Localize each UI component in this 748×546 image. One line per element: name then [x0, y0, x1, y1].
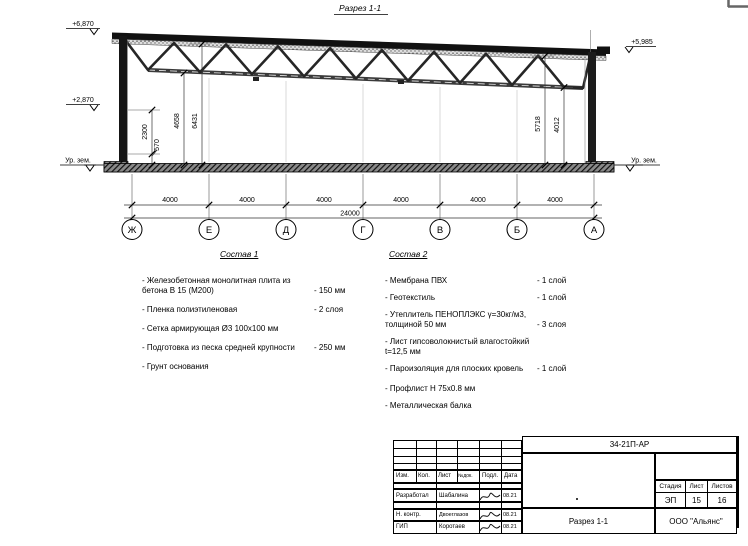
composition-2-title: Состав 2 — [389, 249, 428, 259]
title-block — [393, 436, 739, 546]
signature-scribble — [478, 522, 502, 534]
axis-bubble — [584, 220, 604, 240]
svg-text:Г: Г — [360, 225, 366, 236]
empty-signature-row — [393, 502, 522, 509]
stray-dot — [576, 498, 578, 500]
roof-end-cap — [597, 47, 610, 55]
span-dim-label: 4000 — [316, 197, 332, 204]
svg-text:+2,870: +2,870 — [72, 97, 94, 104]
composition-item — [142, 324, 352, 334]
svg-text:Е: Е — [205, 225, 213, 236]
wall-right — [588, 52, 596, 165]
gusset-mark — [253, 77, 259, 81]
vertical-dim-label: 4012 — [554, 117, 561, 133]
elevation-mark-left-ground — [60, 158, 96, 172]
col-ndok: №док. — [458, 473, 473, 479]
span-dim-label: 4000 — [547, 197, 563, 204]
vertical-dim-label: 570 — [154, 139, 161, 151]
svg-text:Ур. зем.: Ур. зем. — [631, 157, 657, 165]
item-label: - Профлист Н 75х0.8 мм — [385, 383, 476, 393]
gusset-mark — [398, 80, 404, 84]
row-name: Шабалина — [439, 493, 468, 499]
span-dim-label: 4000 — [393, 197, 409, 204]
sheet-value: 15 — [692, 495, 701, 505]
svg-text:Ур. зем.: Ур. зем. — [65, 157, 91, 165]
company-cell — [655, 508, 737, 534]
total-dim-label: 24000 — [340, 210, 360, 218]
revision-grid — [393, 440, 522, 470]
svg-text:А: А — [590, 225, 598, 236]
company-name: ООО "Альянс" — [669, 516, 723, 526]
item-value: - 250 мм — [314, 342, 346, 352]
floor-slab — [84, 162, 643, 173]
item-label: - Подготовка из песка средней крупности — [142, 342, 295, 352]
section-drawing — [0, 0, 748, 250]
vertical-dim-label: 2300 — [142, 124, 149, 140]
svg-text:+5,985: +5,985 — [631, 39, 653, 46]
item-label: - Металлическая балка — [385, 400, 472, 410]
item-value: - 1 слой — [537, 363, 567, 373]
composition-item — [142, 362, 352, 372]
item-label: - Железобетонная монолитная плита из бетона В 15 (М200) — [142, 275, 291, 295]
item-label: - Грунт основания — [142, 361, 209, 371]
vertical-dim-label: 6431 — [192, 113, 199, 129]
layer-composition-1 — [142, 249, 352, 381]
sheet-value-cell — [685, 492, 708, 508]
elevation-mark-left-top — [66, 21, 100, 35]
svg-text:Д: Д — [282, 225, 290, 236]
vertical-dim-label: 5718 — [535, 116, 542, 132]
axis-extension-lines — [132, 174, 594, 219]
axis-bubble — [122, 220, 142, 240]
grid-lines-interior — [209, 78, 517, 162]
col-podl: Подл. — [482, 473, 499, 479]
sheets-value-cell — [707, 492, 737, 508]
sheet-label: Лист — [689, 483, 704, 490]
svg-text:Ж: Ж — [127, 225, 137, 236]
row-name: Двоеглазов — [439, 512, 469, 518]
item-label: - Утеплитель ПЕНОПЛЭКС γ=30кг/м3, толщиной 50 мм — [385, 309, 527, 329]
item-label: - Пароизоляция для плоских кровель — [385, 363, 524, 373]
middle-empty-cell — [522, 453, 655, 508]
item-label: - Мембрана ПВХ — [385, 275, 448, 285]
sheets-value: 16 — [717, 495, 727, 505]
axis-bubble — [276, 220, 296, 240]
signature-row-developer — [393, 489, 522, 502]
axis-bubble — [507, 220, 527, 240]
layer-composition-2 — [385, 249, 575, 418]
elevation-mark-right-ground — [626, 158, 660, 172]
composition-item — [142, 305, 352, 315]
composition-item — [385, 401, 575, 411]
view-title-text: Разрез 1-1 — [338, 3, 382, 13]
col-izm: Изм. — [396, 473, 409, 479]
revision-header-row — [393, 470, 522, 483]
drawing-title: Разрез 1-1 — [568, 516, 609, 526]
composition-item — [385, 310, 575, 330]
drawing-title-cell — [522, 508, 655, 534]
axis-bubble — [199, 220, 219, 240]
svg-text:+6,870: +6,870 — [72, 21, 94, 28]
item-value: - 1 слой — [537, 292, 567, 302]
row-date: 08.21 — [503, 512, 517, 518]
row-role: Н. контр. — [396, 512, 421, 518]
item-value: - 2 слоя — [314, 304, 344, 314]
stage-value-cell — [655, 492, 686, 508]
corner-bracket — [728, 0, 748, 7]
signature-row-ncontrol — [393, 509, 522, 521]
svg-text:Б: Б — [513, 225, 521, 236]
composition-item — [142, 343, 352, 353]
view-title — [334, 3, 388, 15]
col-list: Лист — [438, 473, 452, 479]
row-role: ГИП — [396, 524, 408, 530]
wall-left — [119, 36, 127, 165]
stage-label: Стадия — [659, 483, 682, 490]
item-label: - Геотекстиль — [385, 292, 435, 302]
col-data: Дата — [504, 473, 518, 479]
elevation-mark-left-mid — [66, 97, 100, 111]
item-value: - 3 слоя — [537, 319, 567, 329]
span-dim-label: 4000 — [239, 197, 255, 204]
span-dim-label: 4000 — [470, 197, 486, 204]
composition-item — [385, 384, 575, 394]
row-name: Коротаев — [439, 524, 465, 530]
row-date: 08.21 — [503, 524, 517, 530]
composition-item — [385, 337, 575, 357]
sheets-label: Листов — [711, 483, 733, 490]
vertical-dims-right — [532, 53, 573, 168]
item-value: - 1 слой — [537, 275, 567, 285]
row-role: Разработал — [396, 493, 429, 499]
elevation-mark-right-top — [625, 39, 656, 53]
composition-item — [385, 276, 575, 286]
item-label: - Пленка полиэтиленовая — [142, 304, 238, 314]
item-value: - 150 мм — [314, 285, 346, 295]
item-label: - Сетка армирующая Ø3 100x100 мм — [142, 323, 279, 333]
composition-1-title: Состав 1 — [220, 249, 259, 259]
doc-number: 34-21П-АР — [609, 440, 650, 449]
span-dim-label: 4000 — [162, 197, 178, 204]
stage-value: ЭП — [664, 495, 677, 505]
col-kol: Кол. — [418, 473, 430, 479]
row-date: 08.21 — [503, 493, 517, 499]
axis-bubble — [353, 220, 373, 240]
composition-item — [142, 276, 352, 296]
composition-item — [385, 293, 575, 303]
axis-bubble — [430, 220, 450, 240]
axis-bubbles — [122, 220, 604, 240]
vertical-dim-label: 4658 — [174, 113, 181, 129]
item-label: - Лист гипсоволокнистый влагостойкий t=12,5 мм — [385, 336, 530, 356]
doc-number-cell — [522, 436, 737, 453]
composition-item — [385, 364, 575, 374]
right-empty-cell — [655, 453, 737, 480]
svg-text:В: В — [436, 225, 444, 236]
